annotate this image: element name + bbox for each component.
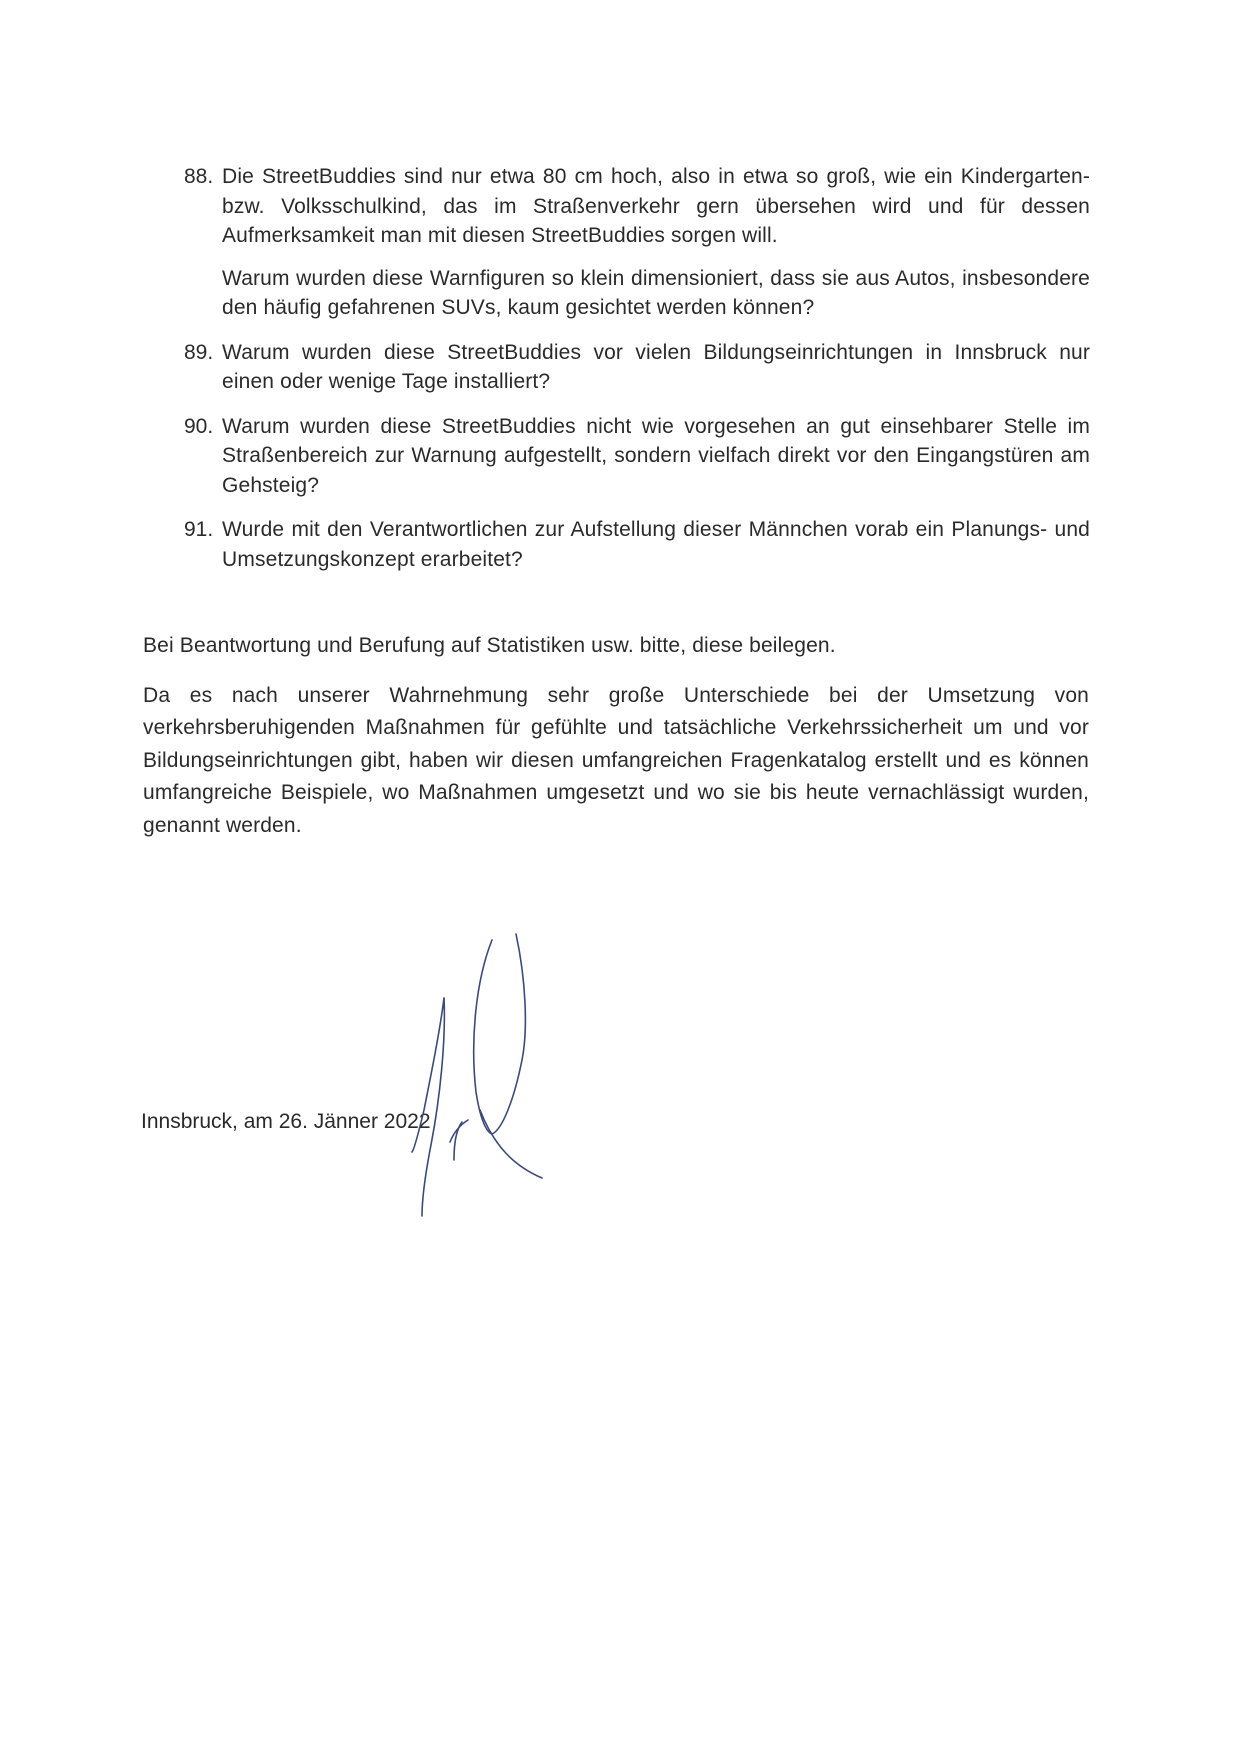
question-text: Wurde mit den Verantwortlichen zur Aufstellung dieser Männchen vorab ein Planungs- und Umsetzungskonzept erarbeitet?: [222, 518, 1090, 571]
question-number: 91.: [184, 518, 214, 541]
question-item-90: [184, 412, 1090, 501]
question-text: Warum wurden diese StreetBuddies nicht wie vorgesehen an gut einsehbarer Stelle im Straßenbereich zur Warnung aufgestellt, sondern vielfach direkt vor den Eingangstüren am Gehsteig?: [222, 414, 1090, 497]
question-item-88: [184, 162, 1090, 323]
question-body: [222, 162, 1090, 323]
handwritten-signature: [410, 920, 590, 1220]
question-list: [184, 162, 1090, 589]
question-text: Warum wurden diese StreetBuddies vor vielen Bildungseinrichtungen in Innsbruck nur einen oder wenige Tage installiert?: [222, 340, 1090, 393]
question-item-89: [184, 338, 1090, 397]
place-date-line: Innsbruck, am 26. Jänner 2022: [141, 1110, 431, 1133]
question-text: Die StreetBuddies sind nur etwa 80 cm hoch, also in etwa so groß, wie ein Kindergarten- bzw. Volksschulkind, das im Straßenverkehr gern übersehen wird und für dessen Aufmerksamkeit man mit diesen StreetBuddies sorgen will.: [222, 165, 1090, 247]
question-item-91: [184, 515, 1090, 574]
closing-explanation: Da es nach unserer Wahrnehmung sehr große Unterschiede bei der Umsetzung von verkehrsberuhigenden Maßnahmen für gefühlte und tatsächliche Verkehrssicherheit um und vor Bildungseinrichtungen gibt, haben wir diesen umfangreichen Fragenkatalog erstellt und es können umfangreiche Beispiele, wo Maßnahmen umgesetzt und wo sie bis heute vernachlässigt wurden, genannt werden.: [143, 683, 1089, 837]
question-text: Warum wurden diese Warnfiguren so klein dimensioniert, dass sie aus Autos, insbesondere den häufig gefahrenen SUVs, kaum gesichtet werden können?: [222, 266, 1090, 319]
question-number: 90.: [184, 414, 214, 438]
closing-section: [143, 630, 1089, 859]
question-body: [222, 338, 1090, 397]
closing-request: Bei Beantwortung und Berufung auf Statistiken usw. bitte, diese beilegen.: [143, 634, 836, 657]
question-number: 88.: [184, 165, 214, 188]
question-body: [222, 515, 1090, 574]
question-number: 89.: [184, 340, 214, 364]
question-body: [222, 412, 1090, 501]
